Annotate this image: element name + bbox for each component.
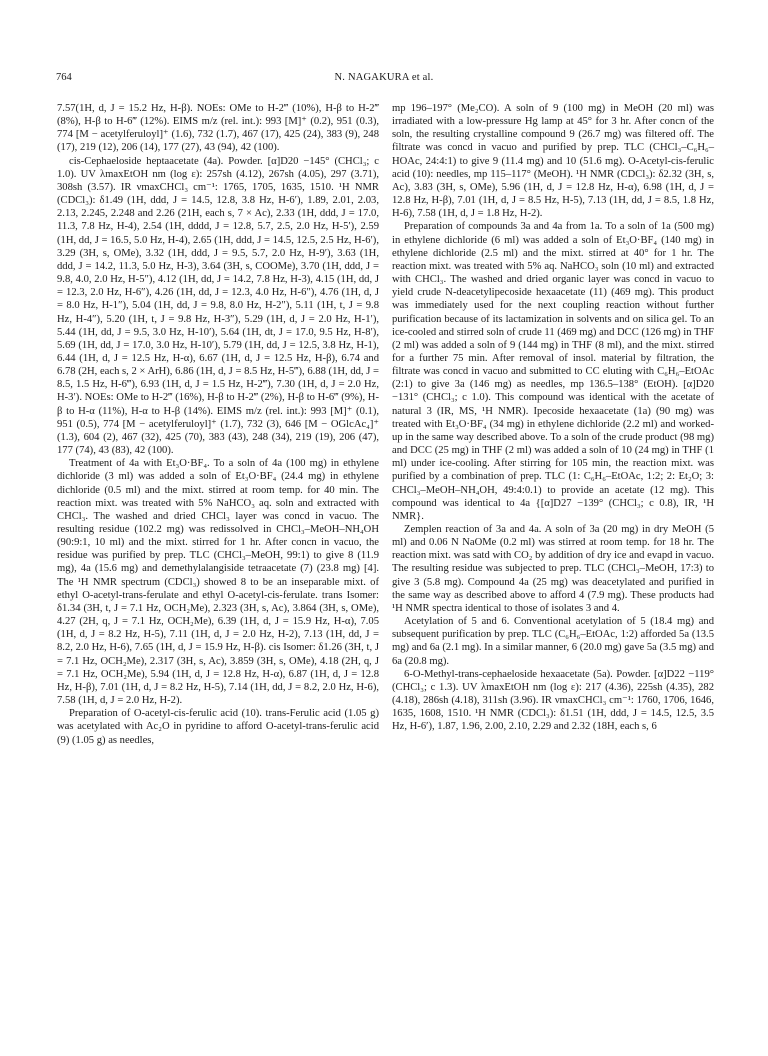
running-title: N. NAGAKURA et al. [334,72,434,83]
paragraph: 7.57(1H, d, J = 15.2 Hz, H-β). NOEs: OMe to H-2‴ (10%), H-β to H-2‴ (8%), H-β to H-6‴ (12%). EIMS m/z (rel. int.): 993 [M]⁺ (0.2), 951 (0.3), 774 [M − acetylferuloyl]⁺ (1.6), 732 (1.7), 467 (17), 425 (24), 383 (9), 248 (17), 219 (12), 206 (14), 177 (27), 43 (94), 42 (100). [57,103,379,154]
right-column [392,102,714,734]
paragraph: mp 196–197° (Me₂CO). A soln of 9 (100 mg) in MeOH (20 ml) was irradiated with a low-pressure Hg lamp at 45° for 3 hr. After concn of the soln, the resulting crystalline compound 9 (26.7 mg) was filtered off. The filtrate was concd in vacuo and purified by prep. TLC (CHCl₃–C₆H₆–HOAc, 24:4:1) to give 9 (11.4 mg) and 10 (51.6 mg). O-Acetyl-cis-ferulic acid (10): needles, mp 115–117° (MeOH). ¹H NMR (CDCl₃): δ2.32 (3H, s, Ac), 3.83 (3H, s, OMe), 5.96 (1H, d, J = 12.8 Hz, H-α), 6.98 (1H, d, J = 12.8 Hz, H-β), 7.01 (1H, d, J = 8.5 Hz, H-5), 7.13 (1H, dd, J = 8.5, 1.8 Hz, H-6), 7.58 (1H, d, J = 1.8 Hz, H-2). [392,103,714,220]
paragraph: Preparation of O-acetyl-cis-ferulic acid (10). trans-Ferulic acid (1.05 g) was acetylated with Ac₂O in pyridine to afford O-acetyl-trans-ferulic acid (9) (1.05 g) as needles, [57,708,379,746]
page-header [56,72,712,88]
paragraph: cis-Cephaeloside heptaacetate (4a). Powder. [α]D20 −145° (CHCl₃; c 1.0). UV λmaxEtOH nm (log ε): 257sh (4.12), 267sh (4.05), 297 (3.71), 308sh (3.57). IR νmaxCHCl₃ cm⁻¹: 1765, 1705, 1635, 1510. ¹H NMR (CDCl₃): δ1.49 (1H, ddd, J = 14.5, 12.8, 3.8 Hz, H-6′), 1.89, 2.01, 2.03, 2.13, 2.245, 2.248 and 2.26 (21H, each s, 7 × Ac), 2.33 (1H, ddd, J = 17.0, 11.3, 7.8 Hz, H-4), 2.54 (1H, dddd, J = 12.8, 5.7, 2.5, 2.0 Hz, H-5′), 2.59 (1H, dd, J = 16.5, 5.0 Hz, H-4), 2.65 (1H, ddd, J = 14.5, 12.5, 2.5 Hz, H-6′), 3.29 (3H, s, OMe), 3.32 (1H, ddd, J = 9.5, 5.7, 2.0 Hz, H-9′), 3.63 (1H, ddd, J = 14.2, 11.3, 5.0 Hz, H-3), 3.64 (3H, s, COOMe), 3.70 (1H, ddd, J = 9.8, 4.0, 2.0 Hz, H-5″), 4.12 (1H, dd, J = 14.2, 7.8 Hz, H-3), 4.15 (1H, dd, J = 12.3, 2.0 Hz, H-6″), 4.26 (1H, dd, J = 12.3, 4.0 Hz, H-6″), 4.76 (1H, d, J = 8.0 Hz, H-1″), 5.04 (1H, dd, J = 9.8, 8.0 Hz, H-2″), 5.11 (1H, t, J = 9.8 Hz, H-4″), 5.20 (1H, t, J = 9.8 Hz, H-3″), 5.29 (1H, d, J = 2.0 Hz, H-1′), 5.44 (1H, dd, J = 9.5, 3.0 Hz, H-10′), 5.64 (1H, dt, J = 17.0, 9.5 Hz, H-8′), 5.69 (1H, dd, J = 17.0, 3.0 Hz, H-10′), 5.79 (1H, dd, J = 12.5, 3.8 Hz, H-1), 6.44 (1H, d, J = 12.5 Hz, H-α), 6.67 (1H, d, J = 12.5 Hz, H-β), 6.74 and 6.78 (2H, each s, 2 × ArH), 6.86 (1H, d, J = 8.5 Hz, H-5‴), 6.88 (1H, dd, J = 8.5, 1.5 Hz, H-6‴), 6.93 (1H, d, J = 1.5 Hz, H-2‴), 7.30 (1H, d, J = 2.0 Hz, H-3′). NOEs: OMe to H-2‴ (16%), H-β to H-2‴ (2%), H-β to H-6‴ (9%), H-β to H-α (11%), H-α to H-β (14%). EIMS m/z (rel. int.): 993 [M]⁺ (0.1), 951 (0.5), 774 [M − acetylferuloyl]⁺ (1.7), 732 (3), 646 [M − OGlcAc₄]⁺ (1.3), 604 (2), 467 (32), 425 (70), 383 (43), 248 (34), 219 (19), 206 (47), 177 (74), 43 (83), 42 (100). [57,155,379,457]
page-number: 764 [56,72,72,83]
paragraph: 6-O-Methyl-trans-cephaeloside hexaacetate (5a). Powder. [α]D22 −119° (CHCl₃; c 1.3). UV λmaxEtOH nm (log ε): 217 (4.36), 225sh (4.35), 282 (4.18), 286sh (4.18), 311sh (3.96). IR νmaxCHCl₃ cm⁻¹: 1760, 1706, 1646, 1635, 1608, 1510. ¹H NMR (CDCl₃): δ1.51 (1H, ddd, J = 14.5, 12.5, 3.5 Hz, H-6′), 1.87, 1.96, 2.00, 2.10, 2.29 and 2.32 (18H, each s, 6 [392,668,714,733]
left-column [57,102,379,747]
paragraph: Zemplen reaction of 3a and 4a. A soln of 3a (20 mg) in dry MeOH (5 ml) and 0.06 N NaOMe (0.2 ml) was stirred at room temp. for 18 hr. The reaction mixt. was satd with CO₂ by addition of dry ice and evapd in vacuo. The resulting residue was subjected to prep. TLC (CHCl₃–MeOH, 17:3) to give 3 (5.8 mg). Compound 4a (25 mg) was deacetylated and purified in the same way as described above to afford 4 (7.9 mg). These products had ¹H NMR spectra identical to those of isolates 3 and 4. [392,524,714,614]
paragraph: Acetylation of 5 and 6. Conventional acetylation of 5 (18.4 mg) and subsequent purification by prep. TLC (C₆H₆–EtOAc, 1:2) afforded 5a (13.5 mg) and 6a (2.1 mg). In a similar manner, 6 (20.0 mg) gave 5a (3.5 mg) and 6a (20.8 mg). [392,616,714,667]
paragraph: Preparation of compounds 3a and 4a from 1a. To a soln of 1a (500 mg) in ethylene dichloride (6 ml) was added a soln of Et₃O·BF₄ (140 mg) in ethylene dichloride (2.5 ml) and the mixt. stirred at 40° for 1 hr. The reaction mixt. was treated with 5% aq. NaHCO₃ soln (10 ml) and extracted with CHCl₃. The washed and dried organic layer was concd in vacuo to yield crude N-deacetylipecoside hexaacetate (11) (469 mg). This product was immediately used for the next coupling reaction without further purification because of its lactamization in solvents and on silica gel. To an ice-cooled and stirred soln of crude 11 (469 mg) and DCC (126 mg) in THF (2 ml) was added a soln of 9 (144 mg) in THF (8 ml), and the mixt. stirred for a further 75 min. After removal of insol. material by filtration, the filtrate was concd in vacuo and submitted to CC eluting with C₆H₆–EtOAc (2:1) to give 3a (146 mg) as needles, mp 136.5–138° (EtOH). [α]D20 −131° (CHCl₃; c 1.0). This compound was identical with the acetate of natural 3 (IR, MS, ¹H NMR). Ipecoside hexaacetate (1a) (90 mg) was treated with Et₃O·BF₄ (34 mg) in ethylene dichloride (2.2 ml) and worked-up in the same way described above. To a soln of the crude product (98 mg) and DCC (25 mg) in THF (2 ml) was added a soln of 10 (24 mg) in THF (1 ml) under ice-cooling. After stirring for 105 min, the reaction mixt. was purified by a combination of prep. TLC (1: C₆H₆–EtOAc, 1:2; 2: Et₂O; 3: CHCl₃–MeOH–NH₄OH, 49:4:0.1) to provide an acetate (12 mg). This compound was identical to 4a {[α]D27 −139° (CHCl₃; c 0.8), IR, ¹H NMR}. [392,221,714,522]
paragraph: Treatment of 4a with Et₃O·BF₄. To a soln of 4a (100 mg) in ethylene dichloride (3 ml) was added a soln of Et₃O·BF₄ (24.4 mg) in ethylene dichloride (0.5 ml) and the mixt. stirred at room temp. for 40 min. The reaction mixt. was treated with 5% NaHCO₃ aq. soln and extracted with CHCl₃. The washed and dried CHCl₃ layer was concd in vacuo. The resulting residue (102.2 mg) was redissolved in CHCl₃–MeOH–NH₄OH (90:9:1, 10 ml) and the mixt. stirred for 1 hr. After concn in vacuo, the residue was purified by prep. TLC (CHCl₃–MeOH, 99:1) to give 8 (11.9 mg), 4a (15.6 mg) and demethylalangiside tetraacetate (7) (23.8 mg) [4]. The ¹H NMR spectrum (CDCl₃) showed 8 to be an inseparable mixt. of ethyl O-acetyl-trans-ferulate and ethyl O-acetyl-cis-ferulate. trans Isomer: δ1.34 (3H, t, J = 7.1 Hz, OCH₂Me), 2.323 (3H, s, Ac), 3.864 (3H, s, OMe), 4.27 (2H, q, J = 7.1 Hz, OCH₂Me), 6.39 (1H, d, J = 15.9 Hz, H-α), 7.05 (1H, d, J = 8.2 Hz, H-5), 7.11 (1H, d, J = 2.0 Hz, H-2), 7.13 (1H, dd, J = 8.2, 2.0 Hz, H-6), 7.65 (1H, d, J = 15.9 Hz, H-β). cis Isomer: δ1.26 (3H, t, J = 7.1 Hz, OCH₂Me), 2.317 (3H, s, Ac), 3.859 (3H, s, OMe), 4.18 (2H, q, J = 7.1 Hz, OCH₂Me), 5.94 (1H, d, J = 12.8 Hz, H-α), 6.87 (1H, d, J = 12.8 Hz, H-β), 7.01 (1H, d, J = 8.2 Hz, H-5), 7.14 (1H, dd, J = 8.2, 2.0 Hz, H-6), 7.58 (1H, d, J = 2.0 Hz, H-2). [57,458,379,707]
